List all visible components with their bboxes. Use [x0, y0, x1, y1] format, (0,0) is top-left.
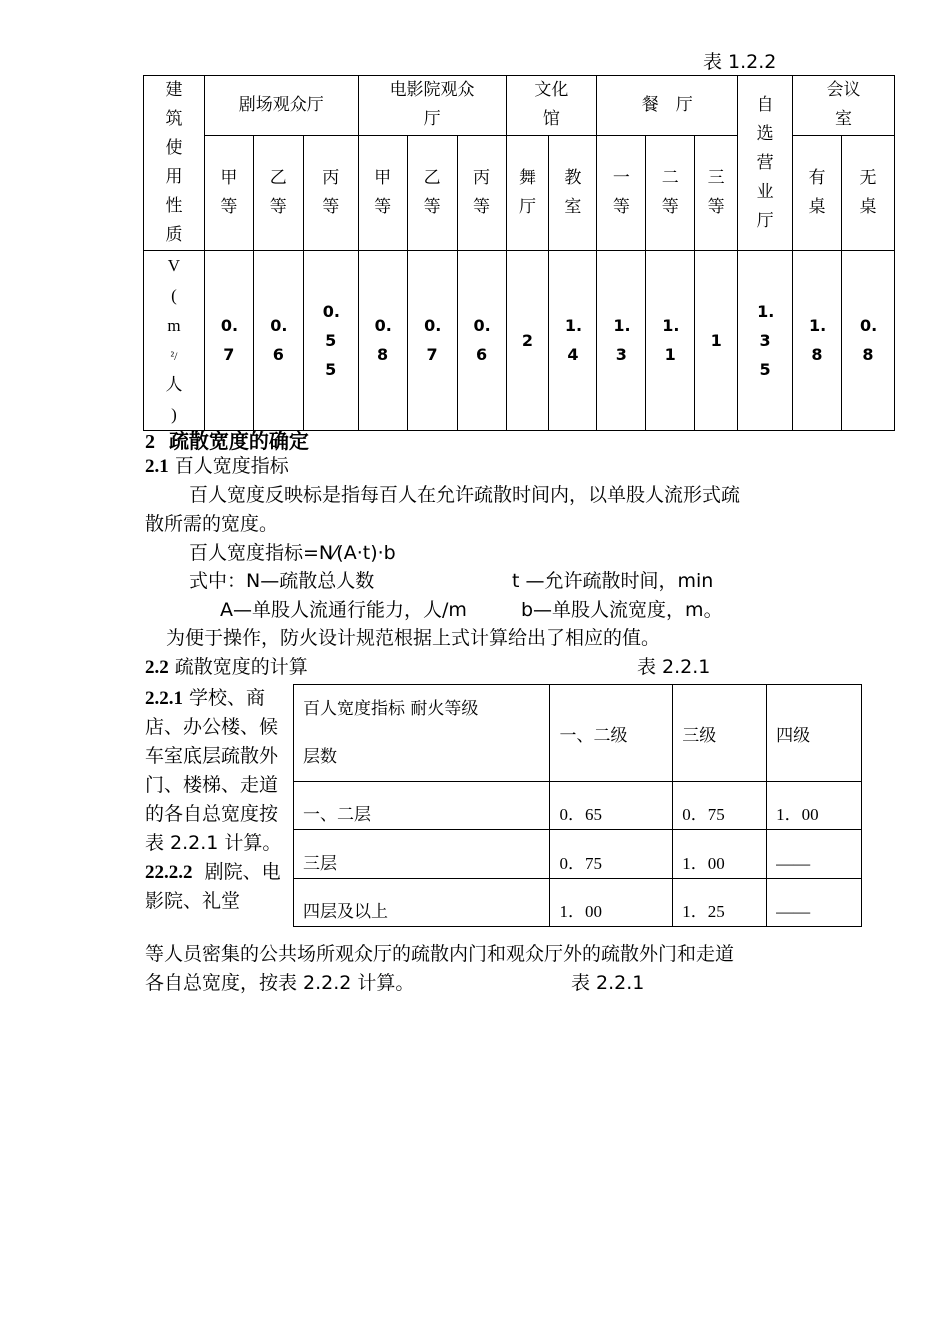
- t-definition: t —允许疏散时间，min: [512, 570, 714, 592]
- group-header: 剧场观众厅: [204, 76, 358, 136]
- sub-header: 三等: [695, 135, 738, 250]
- row-header-cell: 建筑使用性质: [144, 76, 205, 251]
- value-cell: 0.55: [303, 251, 358, 431]
- table-cell: ——: [767, 879, 862, 927]
- table-cell: 1．00: [767, 782, 862, 830]
- corner-header: 百人宽度指标 耐火等级 层数: [294, 685, 550, 782]
- section-heading: 2 疏散宽度的确定: [145, 429, 309, 453]
- group-header: 会议室: [793, 76, 895, 136]
- sub-header: 一等: [597, 135, 646, 250]
- paragraph-line: 百人宽度反映标是指每百人在允许疏散时间内，以单股人流形式疏: [189, 484, 741, 506]
- row-label: 一、二层: [294, 782, 550, 830]
- paragraph-line: 等人员密集的公共场所观众厅的疏散内门和观众厅外的疏散外门和走道: [145, 943, 735, 965]
- col-header: 三级: [673, 685, 767, 782]
- table-cell: 0．75: [673, 782, 767, 830]
- where-line: 式中：N—疏散总人数: [189, 570, 375, 592]
- sub-header: 有桌: [793, 135, 842, 250]
- table-caption-221: 表 2.2.1: [637, 656, 711, 678]
- sub-header: 二等: [646, 135, 695, 250]
- sub-header: 乙等: [253, 135, 303, 250]
- group-header: 电影院观众厅: [358, 76, 506, 136]
- table-cell: 0．65: [550, 782, 673, 830]
- value-cell: 0.6: [253, 251, 303, 431]
- table-cell: 0．75: [550, 830, 673, 879]
- value-cell: 0.7: [407, 251, 457, 431]
- value-cell: 1.4: [549, 251, 597, 431]
- value-cell: 0.8: [841, 251, 894, 431]
- subsection-2-2-1-text: 2.2.1 学校、商店、办公楼、候车室底层疏散外门、楼梯、走道的各自总宽度按表 2.2.1 计算。 22.2.2 剧院、电影院、礼堂: [145, 687, 282, 912]
- col-header: 一、二级: [550, 685, 673, 782]
- formula: 百人宽度指标=N⁄(A·t)·b: [189, 542, 396, 564]
- sub-header: 舞厅: [506, 135, 549, 250]
- sub-header: 丙等: [457, 135, 506, 250]
- sub-header: 甲等: [204, 135, 253, 250]
- value-cell: 1.8: [793, 251, 842, 431]
- sub-header: 教室: [549, 135, 597, 250]
- table-cell: 1．25: [673, 879, 767, 927]
- value-cell: 0.6: [457, 251, 506, 431]
- subsection-2-1-title: 2.1 百人宽度指标: [145, 455, 289, 477]
- sub-header: 乙等: [407, 135, 457, 250]
- subsection-2-2-title: 2.2 疏散宽度的计算: [145, 656, 308, 678]
- sub-header: 丙等: [303, 135, 358, 250]
- evacuation-width-table: [293, 684, 862, 927]
- value-cell: 1.35: [738, 251, 793, 431]
- bottom-table-caption: 表 2.2.1: [571, 972, 645, 994]
- sub-header: 甲等: [358, 135, 407, 250]
- value-cell: 1.1: [646, 251, 695, 431]
- paragraph-line: 各自总宽度，按表 2.2.2 计算。: [145, 972, 415, 994]
- col-header: 四级: [767, 685, 862, 782]
- a-definition: A—单股人流通行能力，人/m: [220, 599, 467, 621]
- paragraph-line: 散所需的宽度。: [145, 513, 279, 535]
- value-cell: 2: [506, 251, 549, 431]
- value-cell: 1: [695, 251, 738, 431]
- value-cell: 0.7: [204, 251, 253, 431]
- table-cell: 1．00: [550, 879, 673, 927]
- table-cell: ——: [767, 830, 862, 879]
- table-caption-122: 表 1.2.2: [703, 51, 777, 73]
- value-row-header: V ( m ²/ 人 ): [144, 251, 205, 431]
- value-cell: 0.8: [358, 251, 407, 431]
- table-cell: 1．00: [673, 830, 767, 879]
- occupancy-density-table: [143, 75, 895, 431]
- note-line: 为便于操作，防火设计规范根据上式计算给出了相应的值。: [166, 627, 661, 649]
- row-label: 三层: [294, 830, 550, 879]
- group-header: 文化馆: [506, 76, 597, 136]
- b-definition: b—单股人流宽度，m。: [521, 599, 723, 621]
- row-label: 四层及以上: [294, 879, 550, 927]
- group-header: 自选营业厅: [738, 76, 793, 251]
- group-header: 餐 厅: [597, 76, 738, 136]
- value-cell: 1.3: [597, 251, 646, 431]
- sub-header: 无桌: [841, 135, 894, 250]
